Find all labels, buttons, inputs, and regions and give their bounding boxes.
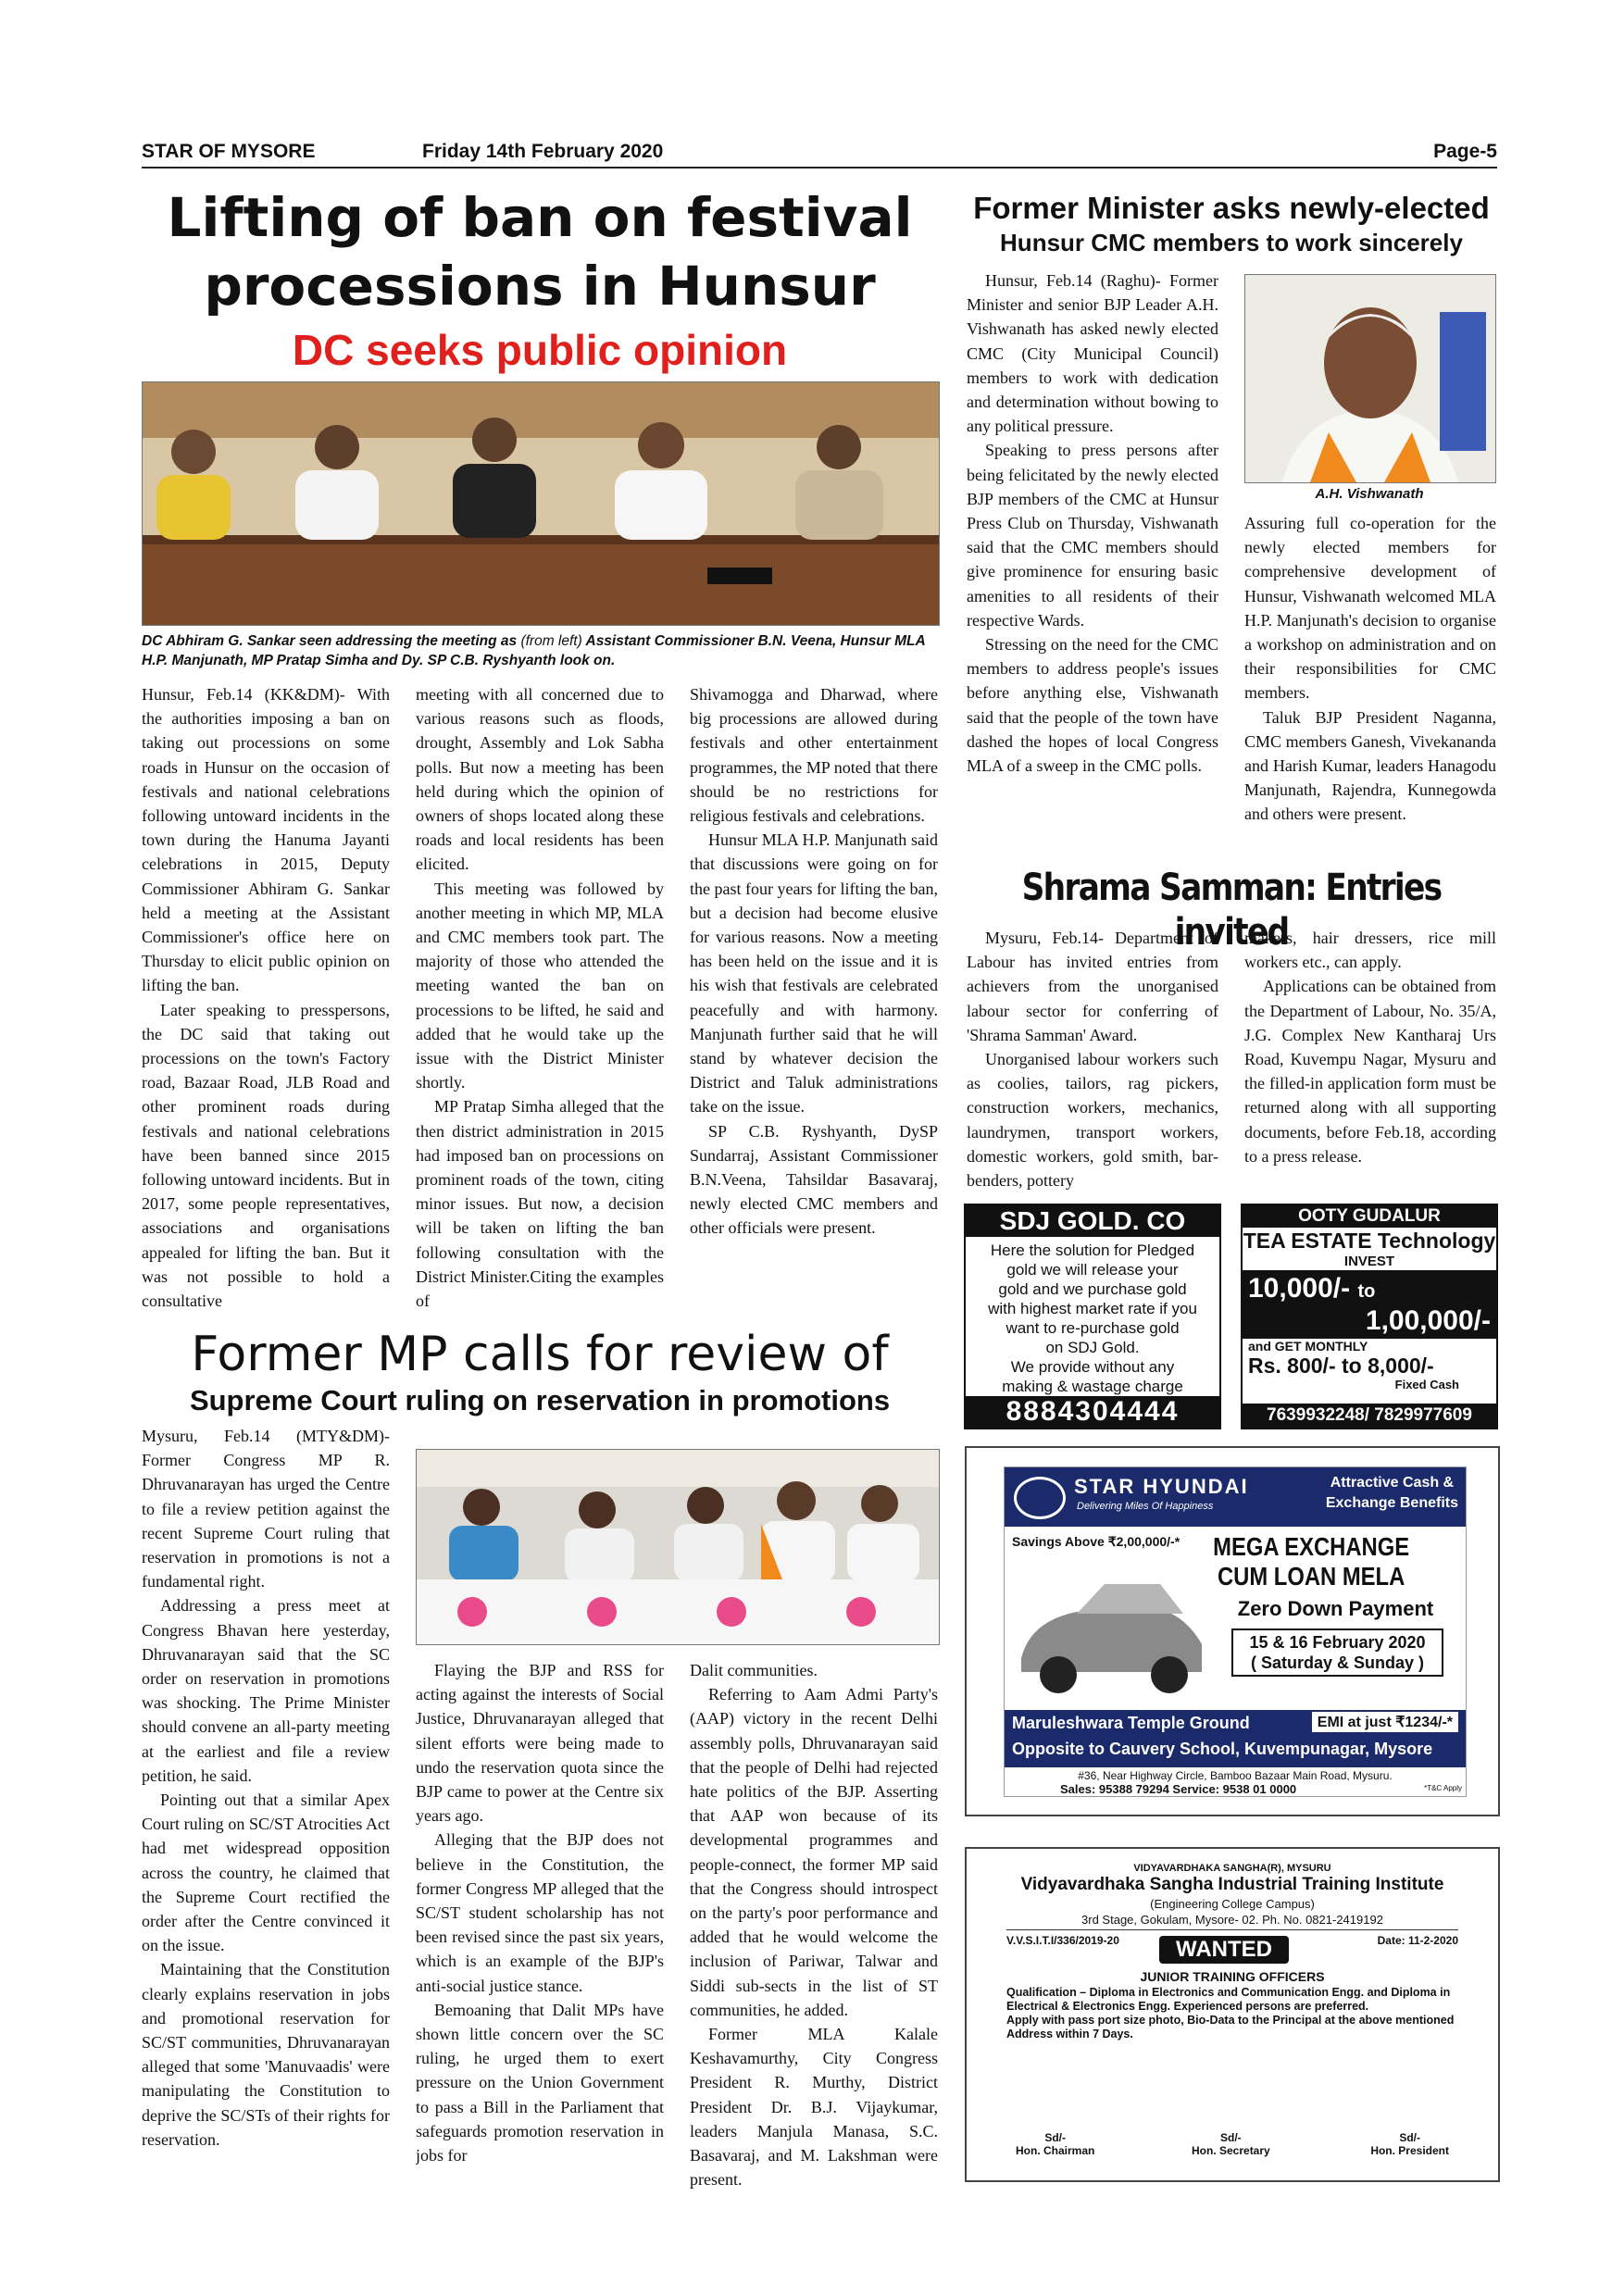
ad-address: #36, Near Highway Circle, Bamboo Bazaar Main Road, Mysuru. (1078, 1769, 1393, 1782)
ad-body (966, 1237, 1219, 1396)
ad-star-hyundai (965, 1446, 1500, 1816)
ad-campus: (Engineering College Campus) (1150, 1897, 1315, 1911)
headline: Former Minister asks newly-elected (973, 191, 1490, 225)
ad-body-line: on SDJ Gold. (1045, 1339, 1140, 1356)
subheadline: Hunsur CMC members to work sincerely (1000, 229, 1463, 256)
ad-qualification: Qualification – Diploma in Electronics and Communication Engg. and Diploma in Electrical & Electronics Engg. Experienced persons are preferred. (1006, 1986, 1451, 2013)
article-dhruvanarayan (142, 1326, 938, 1418)
ad-amount-to-word: to (1357, 1281, 1376, 1302)
ad-ref: V.V.S.I.T.I/336/2019-20 (1006, 1934, 1119, 1947)
article2-col2: Assuring full co-operation for the newly elected members for comprehensive development of Hunsur, Vishwanath welcomed MLA H.P. Manjunath's decision to organise a workshop on administration and on their responsibilities for CMC members. Taluk BJP President Naganna, CMC members Ganesh, Vivekananda and Harish Kumar, leaders Hanagodu Manjunath, Rajendra, Kunnegowda and others were present. (1244, 514, 1496, 824)
ad-body-line: Here the solution for Pledged (990, 1242, 1195, 1259)
headline: Shrama Samman: Entries invited (1021, 867, 1442, 954)
photo-caption: DC Abhiram G. Sankar seen addressing the meeting as (from left) Assistant Commissioner B.N. Veena, Hunsur MLA H.P. Manjunath, MP Pratap Simha and Dy. SP C.B. Ryshyanth look on. (142, 633, 926, 668)
sig-chairman: Sd/- Hon. Chairman (1016, 2131, 1095, 2157)
ad-date: Date: 11-2-2020 (1377, 1934, 1458, 1947)
ad-venue (1005, 1710, 1466, 1767)
sig-president: Sd/- Hon. President (1370, 2131, 1449, 2157)
press-meet-photo (416, 1449, 940, 1645)
ad-body-line: gold and we purchase gold (998, 1280, 1187, 1298)
ad-monthly: and GET MONTHLY (1248, 1339, 1368, 1354)
ad-savings: Savings Above ₹2,00,000/-* (1012, 1534, 1181, 1549)
ad-title: TEA ESTATE Technology (1243, 1229, 1496, 1253)
press-meet-photo-image (417, 1450, 939, 1644)
meeting-photo (142, 381, 940, 626)
ad-venue2: Opposite to Cauvery School, Kuvempunagar, Mysore (1012, 1740, 1433, 1758)
article4-col1: Mysuru, Feb.14 (MTY&DM)- Former Congress MP R. Dhruvanarayan has urged the Centre to file a review petition against the recent Supreme Court ruling that reservation in promotions is not a fundamental right. Addressing a press meet at Congress Bhavan here yesterday, Dhruvanarayan said that the SC order on reservation in promotions was shocking. The Prime Minister should convene an all-party meeting at the earliest and file a review petition, he said. Pointing out that a similar Apex Court ruling on SC/ST Atrocities Act had met widespread opposition across the country, he claimed that the Supreme Court rectified the order after the Centre convinced it on the issue. Maintaining that the Constitution clearly explains reservation in jobs and promotional reservation for SC/ST communities, Dhruvanarayan alleged that some 'Manuvaadis' were manipulating the Constitution to deprive the SC/STs of their rights for reservation. (142, 1427, 390, 2149)
masthead (142, 139, 1497, 168)
ad-amount-from: 10,000/- (1248, 1273, 1351, 1304)
ad-emi: EMI at just ₹1234/-* (1312, 1712, 1458, 1732)
ad-body-line: making & wastage charge (1002, 1378, 1183, 1395)
ad-body-line: gold we will release your (1006, 1261, 1179, 1279)
ad-address: 3rd Stage, Gokulam, Mysore- 02. Ph. No. 0821-2419192 (1006, 1912, 1458, 1930)
ad-tea-estate (1241, 1204, 1498, 1429)
ad-vidyavardhaka-iti (965, 1847, 1500, 2182)
subheadline: Supreme Court ruling on reservation in promotions (189, 1384, 891, 1416)
article-hunsur-ban (142, 183, 938, 376)
ad-amount-box (1243, 1270, 1496, 1339)
page-number: Page-5 (1433, 141, 1497, 162)
ad-range: Rs. 800/- to 8,000/- (1248, 1354, 1434, 1378)
ad-venue1: Maruleshwara Temple Ground (1012, 1714, 1250, 1732)
headline: Former MP calls for review of (191, 1327, 889, 1382)
vishwanath-photo-image (1245, 275, 1495, 482)
sig-secretary: Sd/- Hon. Secretary (1192, 2131, 1270, 2157)
article1-col2: meeting with all concerned due to various reasons such as floods, drought, Assembly and Lok Sabha polls. But now a meeting has been held during which the opinion of owners of shops located along these roads and local residents has been elicited. This meeting was followed by another meeting in which MP, MLA and CMC members took part. The majority of those who attended the meeting wanted the ban on processions to be lifted, he said and added that he would take up the issue with the District Minister shortly. MP Pratap Simha alleged that the then district administration in 2015 had imposed ban on processions on prominent roads of the town, citing minor issues. But now, a decision will be taken on lifting the ban following consultation with the District Minister.Citing the examples of (416, 685, 664, 1311)
ad-brand: STAR HYUNDAI (1074, 1475, 1249, 1498)
ad-post: JUNIOR TRAINING OFFICERS (1140, 1969, 1325, 1984)
ad-offer: Attractive Cash & Exchange Benefits (1325, 1475, 1458, 1511)
paper-name: STAR OF MYSORE (142, 141, 316, 162)
vishwanath-photo (1244, 274, 1496, 483)
ad-body-line: want to re-purchase gold (1006, 1319, 1180, 1337)
ad-tagline: Delivering Miles Of Happiness (1077, 1501, 1214, 1512)
ad-zero-down: Zero Down Payment (1237, 1597, 1434, 1620)
ad-wanted: WANTED (1159, 1936, 1289, 1964)
ad-amount-to: 1,00,000/- (1365, 1305, 1491, 1336)
issue-date: Friday 14th February 2020 (422, 141, 664, 162)
article2-col1: Hunsur, Feb.14 (Raghu)- Former Minister and senior BJP Leader A.H. Vishwanath has asked newly elected CMC (City Municipal Council) members to work with dedication and determination without bowing to any political pressure. Speaking to press persons after being felicitated by the newly elected BJP members of the CMC at Hunsur Press Club on Thursday, Vishwanath said that the CMC members should give prominence for ensuring basic amenities to all residents of their respective Wards. Stressing on the need for the CMC members to address people's issues before anything else, Vishwanath said that the people of the town have dashed the hopes of local Congress MLA of a sweep in the CMC polls. (967, 271, 1218, 776)
ad-dates: 15 & 16 February 2020 ( Saturday & Sunday ) (1231, 1628, 1443, 1677)
ad-body-line: with highest market rate if you (988, 1300, 1197, 1317)
hyundai-logo-icon (1014, 1477, 1066, 1519)
headline: Lifting of ban on festival processions in Hunsur (167, 186, 913, 318)
article1-col3: Shivamogga and Dharwad, where big processions are allowed during festivals and other entertainment programmes, the MP noted that there should be no restrictions for religious festivals and celebrations. Hunsur MLA H.P. Manjunath said that discussions were going on for the past four years for lifting the ban, but a decision had become elusive for various reasons. Now a meeting has been held on the issue and it is his wish that festivals are celebrated peacefully and with harmony. Manjunath further said that he will stand by whatever decision the District and Taluk administrations take on the issue. SP C.B. Ryshyanth, DySP Sundarraj, Assistant Commissioner B.N.Veena, Tahsildar Basavaraj, newly elected CMC members and other officials were present. (690, 685, 938, 1238)
ad-top: OOTY GUDALUR (1243, 1205, 1496, 1228)
article3-col2: makers, hair dressers, rice mill workers etc., can apply. Applications can be obtained from the Department of Labour, No. 35/A, J.G. Complex New Kantharaj Urs Road, Kuvempu Nagar, Mysuru and the filled-in application form must be returned along with all supporting documents, before Feb.18, according to a press release. (1244, 929, 1496, 1166)
ad-ref-row (1006, 1930, 1458, 1967)
ad-society: VIDYAVARDHAKA SANGHA(R), MYSURU (1133, 1863, 1331, 1874)
ad-sdj-gold (964, 1204, 1221, 1429)
article4-col3: Dalit communities. Referring to Aam Admi Party's (AAP) victory in the recent Delhi assembly polls, Dhruvanarayan said that the people of Delhi had rejected hate politics of the BJP. Asserting that AAP won because of its developmental programmes and people-connect, the former MP said that the Congress should introspect on the party's poor performance and added that he would welcome the inclusion of Pariwar, Talwar and Siddi sub-sects in the list of ST communities, he added. Former MLA Kalale Keshavamurthy, City Congress President R. Murthy, District President Dr. B.J. Vijaykumar, leaders Manjula Manasa, S.C. Basavaraj, and M. Lakshman were present. (690, 1661, 938, 2190)
ad-fixed: Fixed Cash (1394, 1378, 1459, 1391)
car-image (1012, 1556, 1211, 1704)
article1-col1: Hunsur, Feb.14 (KK&DM)- With the authorities imposing a ban on taking out processions on some roads in Hunsur on the occasion of festivals and national celebrations following untoward incidents in the town during the Hanuma Jayanti celebrations in 2015, Deputy Commissioner Abhiram G. Sankar held a meeting at the Assistant Commissioner's office here on Thursday to elicit public opinion on lifting the ban. Later speaking to presspersons, the DC said that taking out processions on the town's Factory road, Bazaar Road, JLB Road and other prominent roads during festivals and national celebrations have been banned since 2015 following untoward incidents. But in 2017, some people representatives, associations and organisations appealed for lifting the ban. But it was not possible to hold a consultative (142, 685, 390, 1311)
article4-col2: Flaying the BJP and RSS for acting against the interests of Social Justice, Dhruvanarayan alleged that silent efforts were being made to undo the reservation quota since the BJP came to power at the Centre six years ago. Alleging that the BJP does not believe in the Constitution, the former Congress MP alleged that the SC/ST student scholarship has not been revised since the past six years, which is an example of the BJP's anti-social justice stance. Bemoaning that Dalit MPs have shown little concern over the SC ruling, he urged them to exert pressure on the Union Government to pass a Bill in the Parliament that safeguards promotion reservation in jobs for (416, 1661, 664, 2165)
article3-col1: Mysuru, Feb.14- Department of Labour has invited entries from achievers from the unorganised labour sector for conferring of 'Shrama Samman' Award. Unorganised labour workers such as coolies, tailors, rag pickers, construction workers, mechanics, laundrymen, transport workers, domestic workers, gold smith, bar-benders, pottery (967, 929, 1218, 1191)
subheadline: DC seeks public opinion (292, 326, 788, 374)
ad-tc: *T&C Apply (1424, 1784, 1462, 1792)
ad-title: SDJ GOLD. CO (966, 1205, 1219, 1237)
ad-invest: INVEST (1343, 1254, 1395, 1269)
ad-apply: Apply with pass port size photo, Bio-Data to the Principal at the above mentioned Address within 7 Days. (1006, 2014, 1455, 2040)
photo-caption: A.H. Vishwanath (1244, 483, 1494, 505)
meeting-photo-image (143, 382, 939, 625)
ad-iti-inner (1006, 1863, 1458, 2168)
ad-hyundai-inner (1004, 1466, 1467, 1797)
ad-contacts: Sales: 95388 79294 Service: 9538 01 0000 (1060, 1782, 1297, 1796)
ad-signatures (1006, 2131, 1458, 2168)
ad-institute: Vidyavardhaka Sangha Industrial Training Institute (1020, 1875, 1444, 1894)
ad-header (1005, 1467, 1466, 1527)
ad-phone: 8884304444 (966, 1396, 1219, 1428)
ad-phones: 7639932248/ 7829977609 (1243, 1404, 1496, 1428)
article-vishwanath (963, 190, 1500, 258)
ad-mega: MEGA EXCHANGE CUM LOAN MELA (1213, 1532, 1410, 1591)
ad-body-line: We provide without any (1010, 1358, 1175, 1376)
